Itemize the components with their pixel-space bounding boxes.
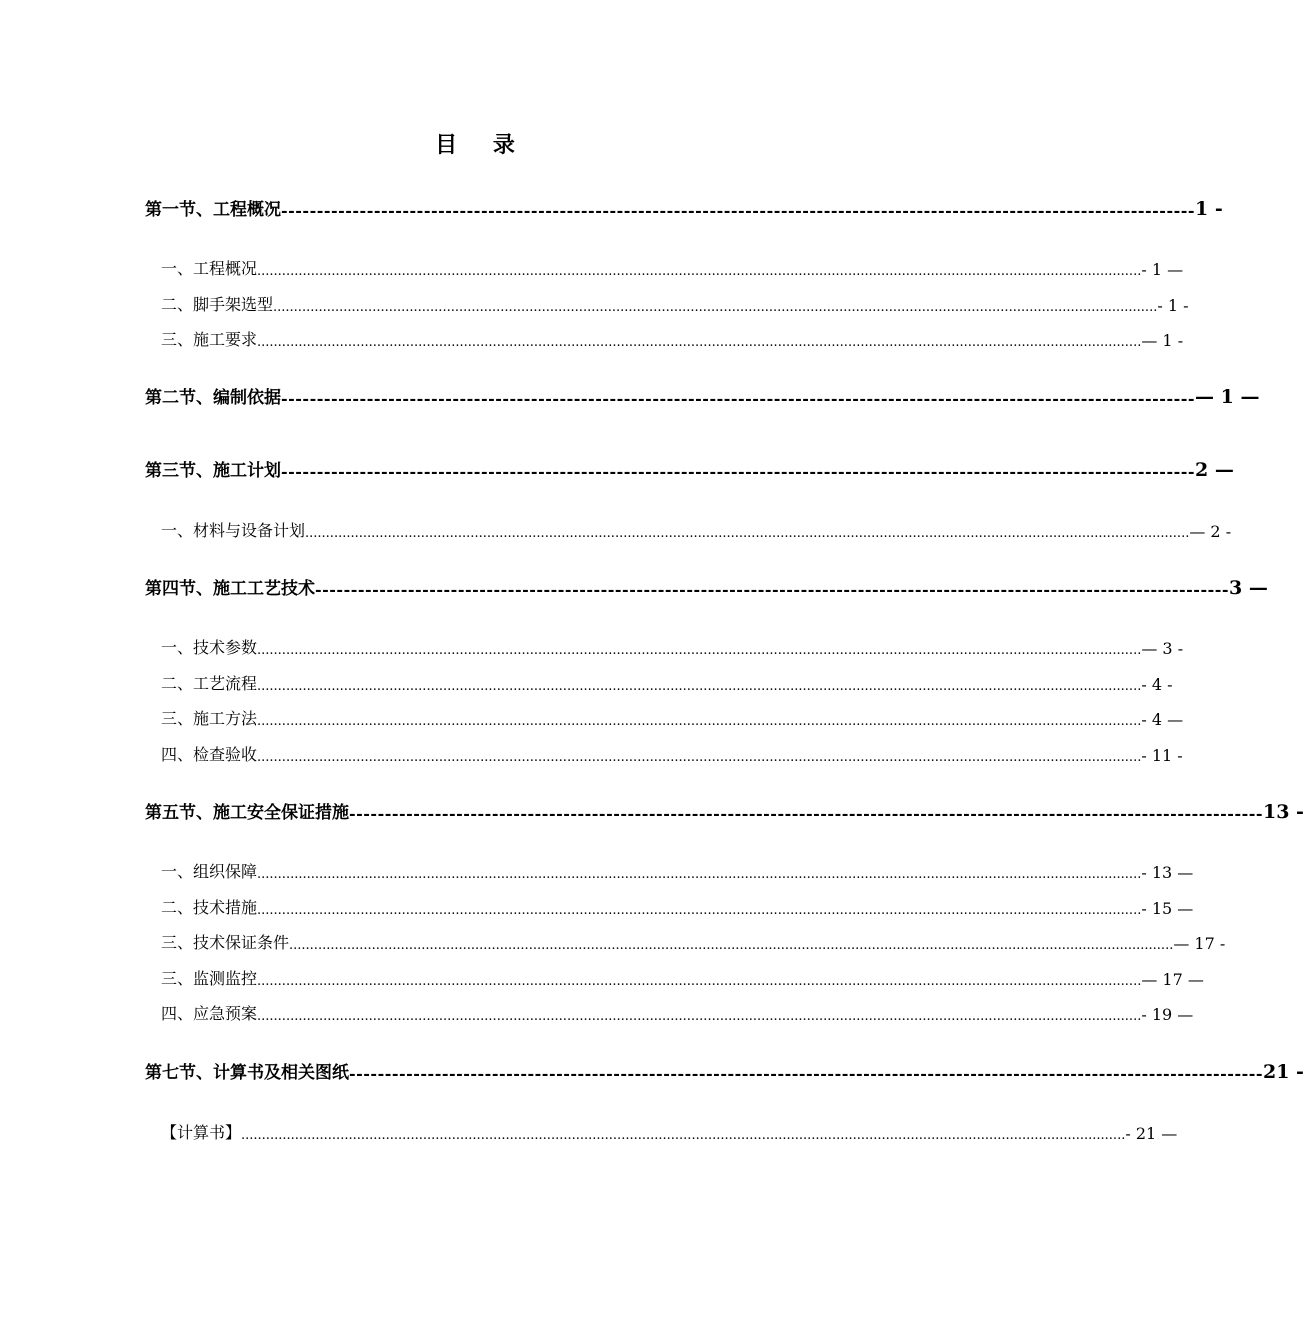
page-number: 2 —	[1195, 459, 1234, 481]
section-label: 第三节、施工计划	[145, 461, 281, 481]
page-number: - 13 —	[1141, 863, 1194, 882]
dot-leader: ......................................................................................................................................................................................................................	[257, 714, 1142, 729]
item-label: 一、组织保障	[161, 862, 258, 881]
item-label: 二、技术措施	[161, 898, 258, 917]
page-number: - 1 —	[1141, 260, 1184, 279]
item-label: 四、应急预案	[161, 1004, 258, 1023]
toc-section-3[interactable]	[145, 455, 1234, 481]
page-number: 3 —	[1229, 577, 1268, 599]
dash-leader: --------------------------------------------------------------------------------------------------------------------------------	[349, 804, 1263, 823]
dash-leader: --------------------------------------------------------------------------------------------------------------------------------	[281, 462, 1195, 481]
toc-item[interactable]	[161, 253, 1184, 279]
section-label: 第七节、计算书及相关图纸	[145, 1063, 349, 1083]
item-label: 三、施工要求	[161, 330, 258, 349]
page-number: - 4 -	[1141, 675, 1173, 694]
item-label: 四、检查验收	[161, 745, 258, 764]
section-label: 第二节、编制依据	[145, 388, 281, 408]
item-label: 三、监测监控	[161, 969, 258, 988]
page-number: 13 -	[1263, 801, 1304, 823]
toc-item[interactable]	[161, 963, 1204, 989]
toc-item[interactable]	[161, 668, 1173, 694]
toc-section-7[interactable]	[145, 1057, 1304, 1083]
page-number: - 4 —	[1141, 710, 1184, 729]
page-number: — 17 —	[1141, 970, 1204, 989]
page-number: — 17 -	[1173, 934, 1226, 953]
page-number: - 21 —	[1125, 1124, 1178, 1143]
section-label: 第五节、施工安全保证措施	[145, 803, 349, 823]
toc-section-4[interactable]	[145, 573, 1268, 599]
dot-leader: ......................................................................................................................................................................................................................	[257, 974, 1142, 989]
dot-leader: ......................................................................................................................................................................................................................	[273, 300, 1158, 315]
page-number: - 19 —	[1141, 1005, 1194, 1024]
item-label: 三、施工方法	[161, 709, 258, 728]
section-label: 第四节、施工工艺技术	[145, 579, 315, 599]
toc-item[interactable]	[161, 324, 1184, 350]
dot-leader: ......................................................................................................................................................................................................................	[289, 938, 1174, 953]
dash-leader: --------------------------------------------------------------------------------------------------------------------------------	[315, 580, 1229, 599]
page-number: — 3 -	[1141, 639, 1184, 658]
item-label: 二、工艺流程	[161, 674, 258, 693]
dot-leader: ......................................................................................................................................................................................................................	[257, 867, 1142, 882]
dot-leader: ......................................................................................................................................................................................................................	[241, 1128, 1126, 1143]
page-number: - 15 —	[1141, 899, 1194, 918]
item-label: 【计算书】	[161, 1123, 242, 1142]
page-number: 21 -	[1263, 1061, 1304, 1083]
toc-item[interactable]	[161, 739, 1183, 765]
dot-leader: ......................................................................................................................................................................................................................	[257, 679, 1142, 694]
toc-item[interactable]	[161, 515, 1232, 541]
dot-leader: ......................................................................................................................................................................................................................	[257, 1009, 1142, 1024]
toc-item[interactable]	[161, 998, 1194, 1024]
toc-item[interactable]	[161, 289, 1189, 315]
toc-item[interactable]	[161, 927, 1226, 953]
page-number: — 2 -	[1189, 522, 1232, 541]
dash-leader: --------------------------------------------------------------------------------------------------------------------------------	[281, 389, 1195, 408]
dot-leader: ......................................................................................................................................................................................................................	[257, 335, 1142, 350]
toc-section-1[interactable]	[145, 194, 1223, 220]
dash-leader: --------------------------------------------------------------------------------------------------------------------------------	[281, 201, 1195, 220]
dot-leader: ......................................................................................................................................................................................................................	[257, 750, 1142, 765]
dot-leader: ......................................................................................................................................................................................................................	[305, 526, 1190, 541]
page-number: - 1 -	[1157, 296, 1189, 315]
item-label: 二、脚手架选型	[161, 295, 274, 314]
page-number: - 11 -	[1141, 746, 1183, 765]
toc-item[interactable]	[161, 856, 1194, 882]
page-number: 1 -	[1195, 198, 1223, 220]
page-number: — 1 —	[1195, 386, 1260, 408]
dash-leader: --------------------------------------------------------------------------------------------------------------------------------	[349, 1064, 1263, 1083]
toc-section-2[interactable]	[145, 382, 1260, 408]
item-label: 一、工程概况	[161, 259, 258, 278]
toc-item[interactable]	[161, 632, 1184, 658]
toc-item[interactable]	[161, 892, 1194, 918]
dot-leader: ......................................................................................................................................................................................................................	[257, 643, 1142, 658]
dot-leader: ......................................................................................................................................................................................................................	[257, 264, 1142, 279]
page-number: — 1 -	[1141, 331, 1184, 350]
dot-leader: ......................................................................................................................................................................................................................	[257, 903, 1142, 918]
toc-item[interactable]	[161, 703, 1184, 729]
item-label: 一、技术参数	[161, 638, 258, 657]
item-label: 一、材料与设备计划	[161, 521, 306, 540]
toc-item-calculation[interactable]	[161, 1117, 1178, 1143]
section-label: 第一节、工程概况	[145, 200, 281, 220]
toc-title: 目 录	[435, 132, 529, 158]
item-label: 三、技术保证条件	[161, 933, 290, 952]
toc-section-5[interactable]	[145, 797, 1304, 823]
